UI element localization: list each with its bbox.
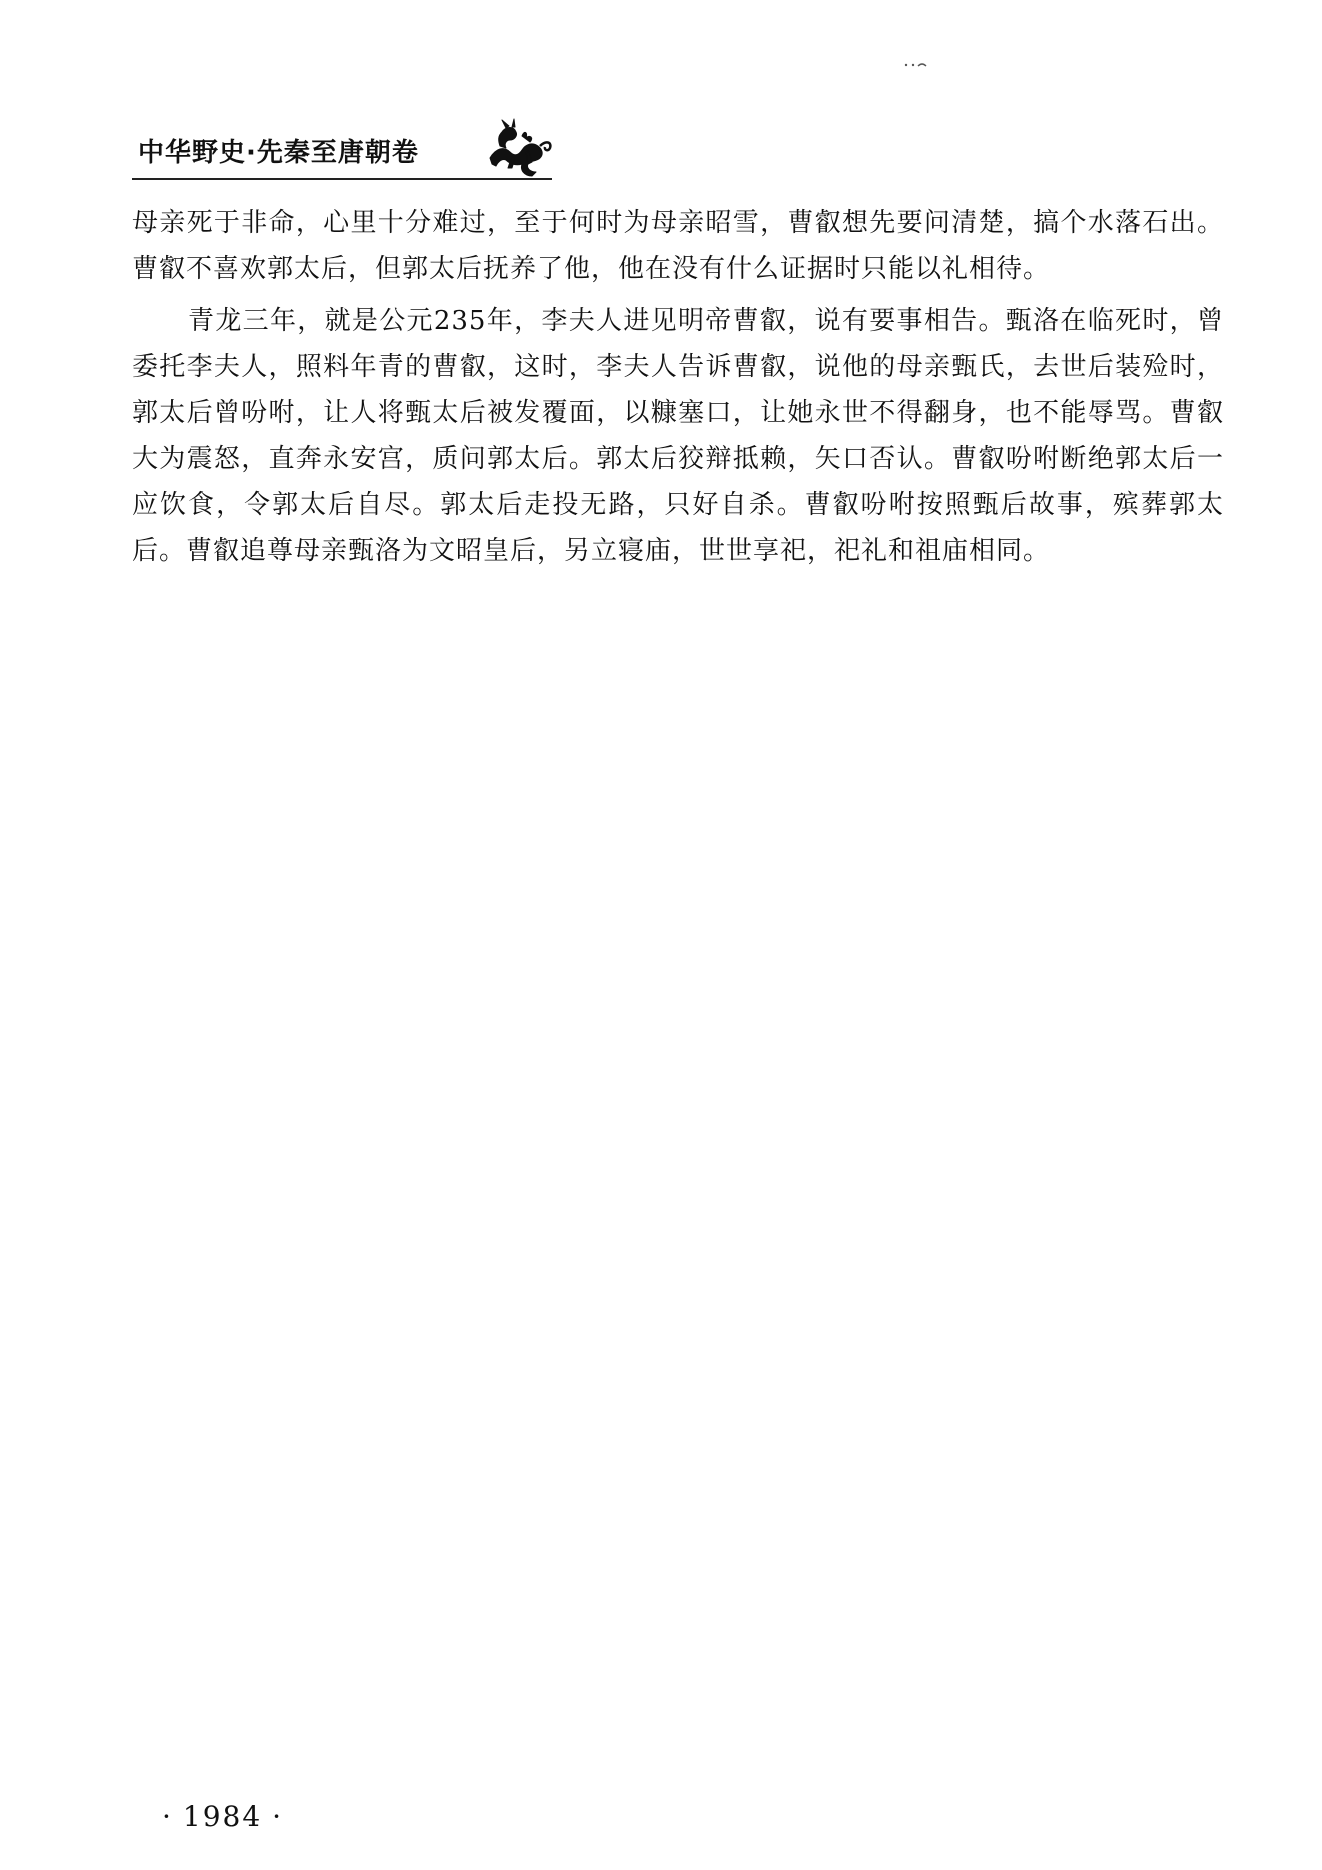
paragraph: 母亲死于非命，心里十分难过，至于何时为母亲昭雪，曹叡想先要问清楚，搞个水落石出。曹叡不喜欢郭太后，但郭太后抚养了他，他在没有什么证据时只能以礼相待。 — [132, 208, 1224, 284]
dragon-emblem-icon — [482, 118, 554, 178]
running-header — [132, 118, 552, 178]
paragraph: 青龙三年，就是公元235年，李夫人进见明帝曹叡，说有要事相告。甄洛在临死时，曾委托李夫人，照料年青的曹叡，这时，李夫人告诉曹叡，说他的母亲甄氏，去世后装殓时，郭太后曾吩咐，让人将甄太后被发覆面，以糠塞口，让她永世不得翻身，也不能辱骂。曹叡大为震怒，直奔永安宫，质问郭太后。郭太后狡辩抵赖，矢口否认。曹叡吩咐断绝郭太后一应饮食，令郭太后自尽。郭太后走投无路，只好自杀。曹叡吩咐按照甄后故事，殡葬郭太后。曹叡追尊母亲甄洛为文昭皇后，另立寝庙，世世享祀，祀礼和祖庙相同。 — [132, 306, 1224, 566]
page-number: 1984 — [182, 1800, 263, 1833]
book-title: 中华野史·先秦至唐朝卷 — [138, 138, 419, 168]
body-text — [132, 200, 1224, 580]
scan-speck-mark — [902, 60, 930, 70]
folio-dot-left: · — [162, 1800, 173, 1833]
folio-dot-right: · — [272, 1800, 284, 1833]
header-rule — [132, 178, 552, 180]
page-number-footer — [152, 1800, 293, 1833]
